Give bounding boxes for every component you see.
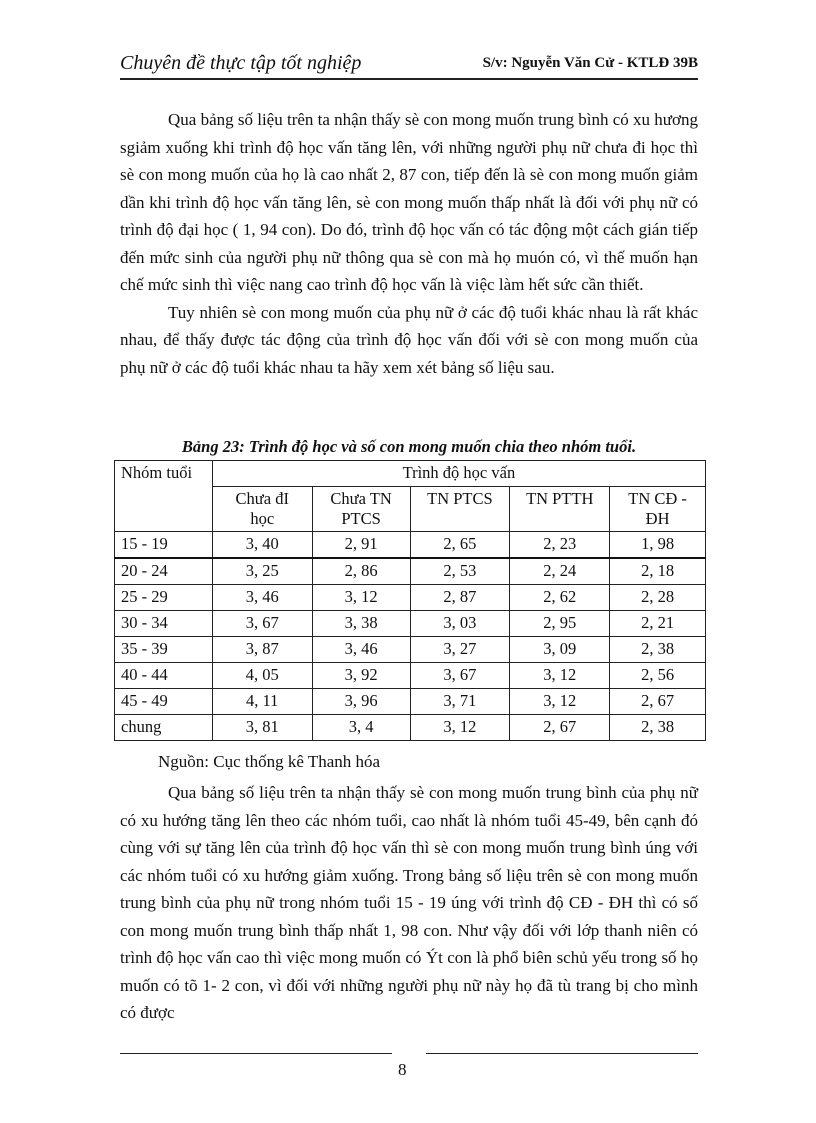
table-cell: 2, 56 xyxy=(610,663,706,689)
table-header-row xyxy=(115,461,706,487)
table-cell: 3, 09 xyxy=(510,637,610,663)
table-cell: 3, 25 xyxy=(212,558,312,585)
table-cell: 3, 92 xyxy=(312,663,410,689)
table-row xyxy=(115,585,706,611)
row-label: chung xyxy=(115,715,213,741)
row-label: 45 - 49 xyxy=(115,689,213,715)
column-header: TN CĐ - ĐH xyxy=(610,487,706,532)
row-label: 25 - 29 xyxy=(115,585,213,611)
table-cell: 3, 96 xyxy=(312,689,410,715)
table-cell: 2, 87 xyxy=(410,585,510,611)
table-cell: 2, 18 xyxy=(610,558,706,585)
paragraph-1: Qua bảng số liệu trên ta nhận thấy sè con mong muốn trung bình có xu hương sgiảm xuống khi trình độ học vấn tăng lên, với những người phụ nữ chưa đi học thì sè con mong muốn của họ là cao nhất 2, 87 con, tiếp đến là sè con mong muốn giảm dần khi trình độ học vấn tăng lên, sè con mong muốn thấp nhất là đối với phụ nữ có trình độ đại học ( 1, 94 con). Do đó, trình độ học vấn có tác động một cách gián tiếp đến mức sinh của người phụ nữ thông qua sè con mà họ muón có, vì thế muốn hạn chế mức sinh thì việc nang cao trình độ học vấn là việc làm hết sức cần thiết. xyxy=(120,110,698,294)
header-group: Nhóm tuổi xyxy=(115,461,213,532)
table-cell: 3, 46 xyxy=(312,637,410,663)
table-cell: 3, 81 xyxy=(212,715,312,741)
table-cell: 3, 46 xyxy=(212,585,312,611)
table-cell: 3, 67 xyxy=(212,611,312,637)
table-cell: 3, 67 xyxy=(410,663,510,689)
author-info: S/v: Nguyễn Văn Cử - KTLĐ 39B xyxy=(482,55,698,71)
page-header xyxy=(120,52,698,80)
column-header: Chưa TN PTCS xyxy=(312,487,410,532)
table-row xyxy=(115,715,706,741)
table-cell: 2, 53 xyxy=(410,558,510,585)
data-table xyxy=(114,460,706,741)
paragraph-2: Tuy nhiên sè con mong muốn của phụ nữ ở các độ tuổi khác nhau là rất khác nhau, để thấy được tác động của trình độ học vấn đối với sè con mong muốn của phụ nữ ở các độ tuổi khác nhau ta hãy xem xét bảng số liệu sau. xyxy=(120,302,698,377)
column-header: TN PTCS xyxy=(410,487,510,532)
table-cell: 4, 05 xyxy=(212,663,312,689)
table-row xyxy=(115,611,706,637)
footer-line-left xyxy=(120,1053,392,1054)
table-source: Nguồn: Cục thống kê Thanh hóa xyxy=(158,752,381,771)
table-cell: 2, 24 xyxy=(510,558,610,585)
table-cell: 3, 03 xyxy=(410,611,510,637)
table-cell: 2, 38 xyxy=(610,637,706,663)
table-cell: 3, 40 xyxy=(212,532,312,559)
table-cell: 3, 12 xyxy=(312,585,410,611)
table-row xyxy=(115,663,706,689)
table-cell: 2, 23 xyxy=(510,532,610,559)
table-row xyxy=(115,637,706,663)
table-cell: 3, 4 xyxy=(312,715,410,741)
table-cell: 1, 98 xyxy=(610,532,706,559)
row-label: 15 - 19 xyxy=(115,532,213,559)
footer-line-right xyxy=(426,1053,698,1054)
table-cell: 2, 21 xyxy=(610,611,706,637)
paragraph-3: Qua bảng số liệu trên ta nhận thấy sè con mong muốn trung bình của phụ nữ có xu hướng tăng lên theo các nhóm tuổi, cao nhất là nhóm tuổi 45-49, bên cạnh đó cùng với sự tăng lên của trình độ học vấn thì sè con mong muốn trung bình úng với các nhóm tuổi có xu hướng giảm xuống. Trong bảng số liệu trên sè con mong muốn trung bình của phụ nữ trong nhóm tuổi 15 - 19 úng với trình độ CĐ - ĐH thì có số con mong muốn trung bình thấp nhất 1, 98 con. Như vậy đối với lớp thanh niên có trình độ học vấn cao thì việc mong muốn có Ýt con là phổ biên schủ yếu trong số họ muốn có tõ 1- 2 con, vì đối với những người phụ nữ này họ đã tù trang bị cho mình có được xyxy=(120,783,698,1022)
table-cell: 3, 27 xyxy=(410,637,510,663)
header-education: Trình độ học vấn xyxy=(212,461,705,487)
page-number: 8 xyxy=(398,1060,407,1079)
table-row xyxy=(115,532,706,559)
table-row xyxy=(115,558,706,585)
column-header: TN PTTH xyxy=(510,487,610,532)
column-header: Chưa đI học xyxy=(212,487,312,532)
table-cell: 3, 12 xyxy=(410,715,510,741)
table-cell: 3, 12 xyxy=(510,663,610,689)
table-cell: 4, 11 xyxy=(212,689,312,715)
table-cell: 2, 65 xyxy=(410,532,510,559)
table-cell: 3, 87 xyxy=(212,637,312,663)
table-row xyxy=(115,689,706,715)
table-cell: 2, 67 xyxy=(510,715,610,741)
table-cell: 2, 28 xyxy=(610,585,706,611)
table-cell: 2, 67 xyxy=(610,689,706,715)
table-cell: 2, 62 xyxy=(510,585,610,611)
intro-text xyxy=(120,106,698,381)
table-cell: 3, 38 xyxy=(312,611,410,637)
table-caption: Bảng 23: Trình độ học và số con mong muốn chia theo nhóm tuổi. xyxy=(181,437,637,456)
row-label: 40 - 44 xyxy=(115,663,213,689)
row-label: 30 - 34 xyxy=(115,611,213,637)
row-label: 35 - 39 xyxy=(115,637,213,663)
table-cell: 3, 71 xyxy=(410,689,510,715)
table-cell: 3, 12 xyxy=(510,689,610,715)
table-cell: 2, 86 xyxy=(312,558,410,585)
document-title: Chuyên đề thực tập tốt nghiệp xyxy=(120,52,362,74)
table-cell: 2, 95 xyxy=(510,611,610,637)
table-cell: 2, 91 xyxy=(312,532,410,559)
row-label: 20 - 24 xyxy=(115,558,213,585)
table-cell: 2, 38 xyxy=(610,715,706,741)
conclusion-text xyxy=(120,779,698,1027)
